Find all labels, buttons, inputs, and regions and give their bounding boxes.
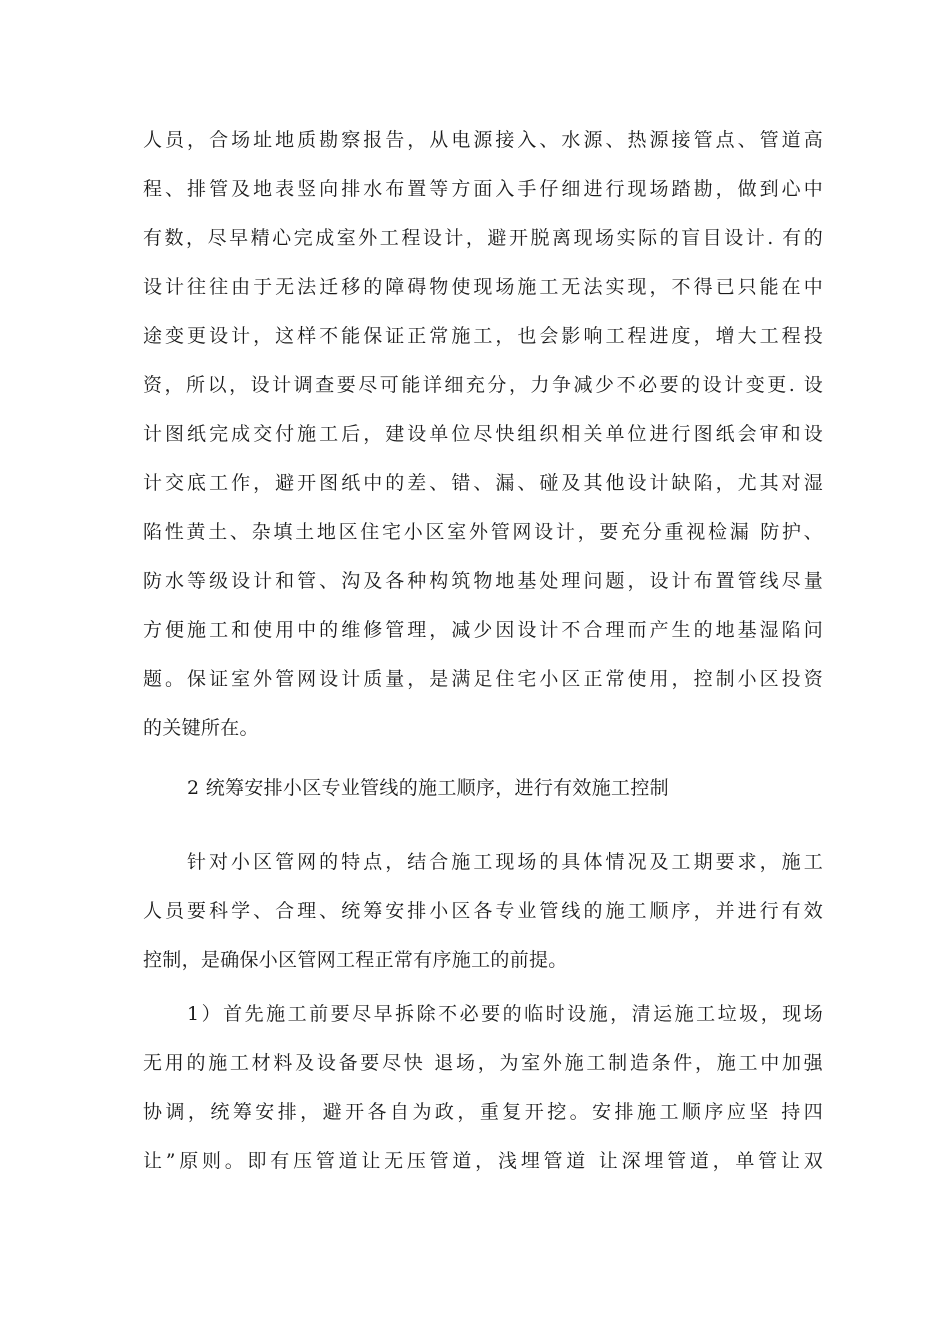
- paragraph-line: 资，所以，设计调查要尽可能详细充分，力争减少不必要的设计变更. 设: [143, 374, 823, 396]
- paragraph-line: 无用的施工材料及设备要尽快 退场，为室外施工制造条件，施工中加强: [143, 1052, 823, 1074]
- paragraph-line: 陷性黄土、杂填土地区住宅小区室外管网设计，要充分重视检漏 防护、: [143, 521, 823, 543]
- paragraph-line: 计交底工作，避开图纸中的差、错、漏、碰及其他设计缺陷，尤其对湿: [143, 472, 823, 494]
- paragraph-line: 题。保证室外管网设计质量，是满足住宅小区正常使用，控制小区投资: [143, 668, 823, 690]
- paragraph-line: 防水等级设计和管、沟及各种构筑物地基处理问题，设计布置管线尽量: [143, 570, 823, 592]
- paragraph-line: 方便施工和使用中的维修管理，减少因设计不合理而产生的地基湿陷问: [143, 619, 823, 641]
- paragraph-line: 人员要科学、合理、统筹安排小区各专业管线的施工顺序，并进行有效: [143, 900, 823, 922]
- paragraph-line: 计图纸完成交付施工后，建设单位尽快组织相关单位进行图纸会审和设: [143, 423, 823, 445]
- paragraph-line: 让”原则。即有压管道让无压管道，浅埋管道 让深埋管道，单管让双: [143, 1150, 823, 1172]
- paragraph-line: 控制，是确保小区管网工程正常有序施工的前提。: [143, 949, 568, 971]
- paragraph-line: 人员，合场址地质勘察报告，从电源接入、水源、热源接管点、管道高: [143, 129, 823, 151]
- paragraph-line: 设计往往由于无法迁移的障碍物使现场施工无法实现，不得已只能在中: [143, 276, 823, 298]
- paragraph-line: 途变更设计，这样不能保证正常施工，也会影响工程进度，增大工程投: [143, 325, 823, 347]
- paragraph-line: 针对小区管网的特点，结合施工现场的具体情况及工期要求，施工: [187, 851, 823, 873]
- paragraph-line: 有数，尽早精心完成室外工程设计，避开脱离现场实际的盲目设计. 有的: [143, 227, 823, 249]
- paragraph-line: 的关键所在。: [143, 717, 259, 739]
- section-heading: 2 统筹安排小区专业管线的施工顺序，进行有效施工控制: [187, 777, 669, 799]
- paragraph-line: 1）首先施工前要尽早拆除不必要的临时设施，清运施工垃圾，现场: [187, 1003, 823, 1025]
- paragraph-line: 程、排管及地表竖向排水布置等方面入手仔细进行现场踏勘，做到心中: [143, 178, 823, 200]
- paragraph-line: 协调，统筹安排，避开各自为政，重复开挖。安排施工顺序应坚 持四: [143, 1101, 823, 1123]
